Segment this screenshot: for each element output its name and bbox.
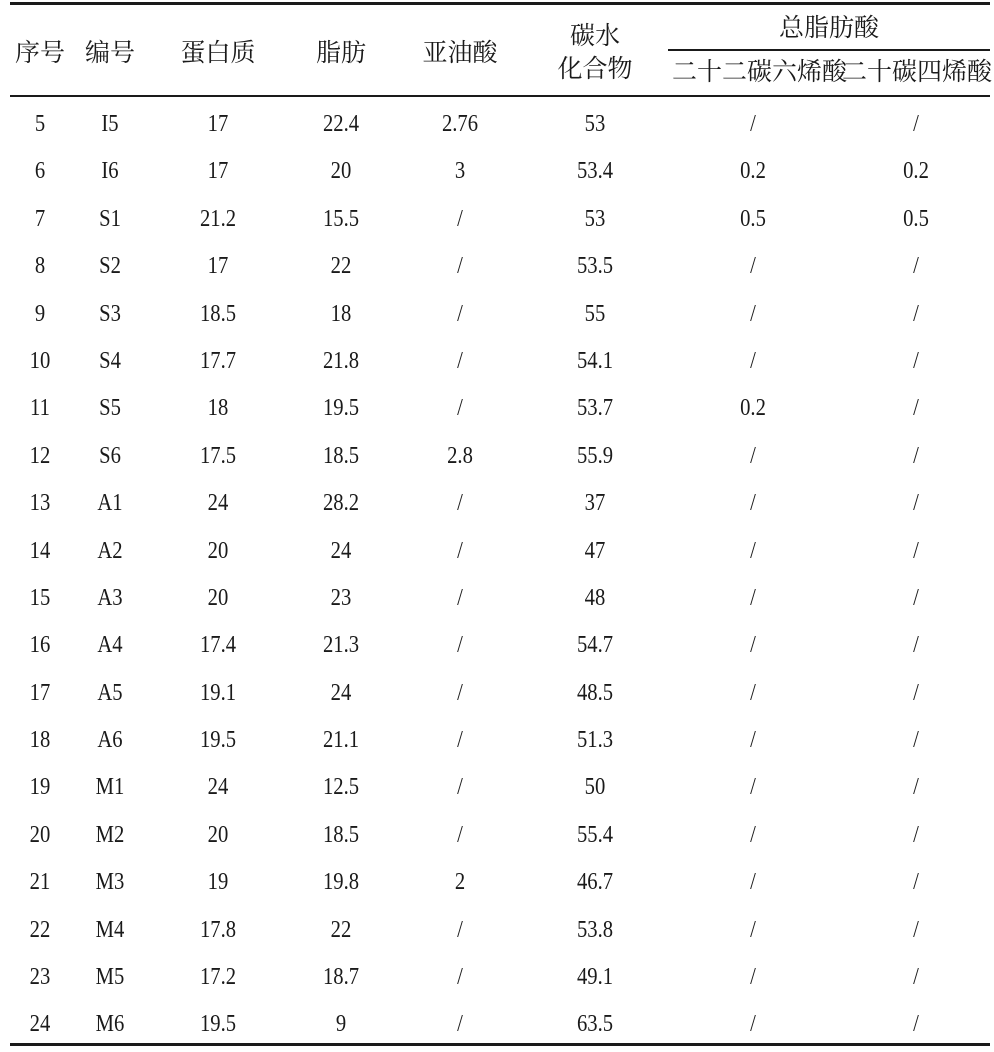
protein-cell: 19.5 <box>199 727 237 754</box>
table-row <box>0 954 994 1001</box>
header-dha: 二十二碳六烯酸 <box>672 59 848 86</box>
linoleic-cell: / <box>457 490 463 517</box>
carb-cell: 48 <box>584 584 606 611</box>
code-cell: A3 <box>97 584 123 611</box>
fat-cell: 18.5 <box>322 821 360 848</box>
code-cell: S2 <box>99 253 121 280</box>
ara-cell: / <box>913 1011 919 1038</box>
seq-cell: 7 <box>34 205 46 232</box>
table-row <box>0 291 994 338</box>
protein-cell: 17.8 <box>199 916 237 943</box>
ara-cell: 0.2 <box>903 158 929 185</box>
protein-cell: 17.4 <box>199 632 237 659</box>
protein-cell: 17 <box>207 158 229 185</box>
code-cell: A1 <box>97 490 123 517</box>
seq-cell: 16 <box>29 632 51 659</box>
carb-cell: 55.4 <box>576 821 614 848</box>
carb-cell: 54.7 <box>576 632 614 659</box>
ara-cell: / <box>913 490 919 517</box>
linoleic-cell: / <box>457 964 463 991</box>
protein-cell: 17.5 <box>199 442 237 469</box>
fat-cell: 22.4 <box>322 111 360 137</box>
carb-cell: 50 <box>584 774 606 801</box>
linoleic-cell: / <box>457 727 463 754</box>
table-row <box>0 528 994 575</box>
table-row <box>0 148 994 195</box>
dha-cell: / <box>750 727 756 754</box>
fat-cell: 12.5 <box>322 774 360 801</box>
header-linoleic: 亚油酸 <box>422 40 498 67</box>
dha-cell: / <box>750 679 756 706</box>
code-cell: S4 <box>99 347 121 374</box>
code-cell: M6 <box>95 1011 125 1038</box>
dha-cell: / <box>750 821 756 848</box>
carb-cell: 53.4 <box>576 158 614 185</box>
dha-cell: / <box>750 869 756 896</box>
code-cell: S3 <box>99 300 121 327</box>
table-top-rule <box>10 2 990 5</box>
dha-cell: / <box>750 916 756 943</box>
seq-cell: 23 <box>29 964 51 991</box>
header-group-rule <box>668 49 990 51</box>
protein-cell: 18.5 <box>199 300 237 327</box>
dha-cell: / <box>750 964 756 991</box>
dha-cell: / <box>750 111 756 137</box>
seq-cell: 10 <box>29 347 51 374</box>
fat-cell: 19.5 <box>322 395 360 422</box>
dha-cell: / <box>750 253 756 280</box>
ara-cell: / <box>913 679 919 706</box>
seq-cell: 9 <box>34 300 46 327</box>
fat-cell: 21.3 <box>322 632 360 659</box>
fat-cell: 22 <box>330 253 352 280</box>
dha-cell: / <box>750 300 756 327</box>
table-row <box>0 575 994 622</box>
carb-cell: 51.3 <box>576 727 614 754</box>
ara-cell: / <box>913 584 919 611</box>
table-row <box>0 764 994 811</box>
table-bottom-rule <box>10 1043 990 1046</box>
code-cell: A6 <box>97 727 123 754</box>
linoleic-cell: 2 <box>454 869 466 896</box>
code-cell: I6 <box>101 158 119 185</box>
fat-cell: 28.2 <box>322 490 360 517</box>
table-row <box>0 480 994 527</box>
code-cell: M1 <box>95 774 125 801</box>
code-cell: M4 <box>95 916 125 943</box>
fat-cell: 23 <box>330 584 352 611</box>
carb-cell: 37 <box>584 490 606 517</box>
carb-cell: 48.5 <box>576 679 614 706</box>
table-row <box>0 243 994 290</box>
dha-cell: / <box>750 347 756 374</box>
fat-cell: 15.5 <box>322 205 360 232</box>
linoleic-cell: / <box>457 632 463 659</box>
header-fat: 脂肪 <box>315 40 366 67</box>
fat-cell: 18.5 <box>322 442 360 469</box>
dha-cell: 0.2 <box>740 395 766 422</box>
seq-cell: 20 <box>29 821 51 848</box>
protein-cell: 17 <box>207 253 229 280</box>
ara-cell: / <box>913 964 919 991</box>
ara-cell: / <box>913 537 919 564</box>
seq-cell: 13 <box>29 490 51 517</box>
code-cell: S6 <box>99 442 121 469</box>
seq-cell: 22 <box>29 916 51 943</box>
seq-cell: 14 <box>29 537 51 564</box>
ara-cell: / <box>913 869 919 896</box>
protein-cell: 20 <box>207 584 229 611</box>
protein-cell: 19 <box>207 869 229 896</box>
header-total-fatty-acids: 总脂肪酸 <box>778 15 879 42</box>
table-row <box>0 622 994 669</box>
carb-cell: 55 <box>584 300 606 327</box>
linoleic-cell: / <box>457 774 463 801</box>
seq-cell: 15 <box>29 584 51 611</box>
dha-cell: / <box>750 584 756 611</box>
protein-cell: 18 <box>207 395 229 422</box>
seq-cell: 17 <box>29 679 51 706</box>
dha-cell: / <box>750 774 756 801</box>
linoleic-cell: / <box>457 347 463 374</box>
table-row <box>0 717 994 764</box>
dha-cell: / <box>750 632 756 659</box>
ara-cell: / <box>913 347 919 374</box>
linoleic-cell: 2.8 <box>447 442 473 469</box>
header-bottom-rule <box>10 95 990 97</box>
header-protein: 蛋白质 <box>180 40 256 67</box>
protein-cell: 19.5 <box>199 1011 237 1038</box>
fat-cell: 24 <box>330 537 352 564</box>
header-carb-line1: 碳水 <box>569 23 620 50</box>
ara-cell: / <box>913 727 919 754</box>
carb-cell: 47 <box>584 537 606 564</box>
fat-cell: 18.7 <box>322 964 360 991</box>
seq-cell: 5 <box>34 111 46 137</box>
carb-cell: 63.5 <box>576 1011 614 1038</box>
linoleic-cell: / <box>457 1011 463 1038</box>
table-body <box>0 101 994 1049</box>
fat-cell: 24 <box>330 679 352 706</box>
code-cell: M5 <box>95 964 125 991</box>
linoleic-cell: / <box>457 205 463 232</box>
dha-cell: / <box>750 537 756 564</box>
carb-cell: 49.1 <box>576 964 614 991</box>
seq-cell: 6 <box>34 158 46 185</box>
carb-cell: 46.7 <box>576 869 614 896</box>
table-row <box>0 433 994 480</box>
protein-cell: 19.1 <box>199 679 237 706</box>
table-row <box>0 338 994 385</box>
seq-cell: 18 <box>29 727 51 754</box>
protein-cell: 20 <box>207 537 229 564</box>
protein-cell: 21.2 <box>199 205 237 232</box>
linoleic-cell: / <box>457 300 463 327</box>
header-seq: 序号 <box>14 40 65 67</box>
table-row <box>0 385 994 432</box>
fat-cell: 21.8 <box>322 347 360 374</box>
protein-cell: 17.2 <box>199 964 237 991</box>
ara-cell: 0.5 <box>903 205 929 232</box>
fat-cell: 21.1 <box>322 727 360 754</box>
code-cell: I5 <box>101 111 119 137</box>
ara-cell: / <box>913 111 919 137</box>
table-row <box>0 1001 994 1048</box>
code-cell: M2 <box>95 821 125 848</box>
fat-cell: 20 <box>330 158 352 185</box>
seq-cell: 21 <box>29 869 51 896</box>
code-cell: A2 <box>97 537 123 564</box>
table-row <box>0 812 994 859</box>
seq-cell: 24 <box>29 1011 51 1038</box>
dha-cell: 0.2 <box>740 158 766 185</box>
linoleic-cell: / <box>457 537 463 564</box>
dha-cell: 0.5 <box>740 205 766 232</box>
ara-cell: / <box>913 632 919 659</box>
table-row <box>0 101 994 148</box>
code-cell: A5 <box>97 679 123 706</box>
ara-cell: / <box>913 774 919 801</box>
ara-cell: / <box>913 821 919 848</box>
ara-cell: / <box>913 442 919 469</box>
dha-cell: / <box>750 442 756 469</box>
fat-cell: 19.8 <box>322 869 360 896</box>
header-carb-line2: 化合物 <box>557 56 633 83</box>
carb-cell: 53.8 <box>576 916 614 943</box>
linoleic-cell: / <box>457 253 463 280</box>
protein-cell: 20 <box>207 821 229 848</box>
dha-cell: / <box>750 1011 756 1038</box>
linoleic-cell: / <box>457 395 463 422</box>
protein-cell: 24 <box>207 490 229 517</box>
carb-cell: 53 <box>584 205 606 232</box>
protein-cell: 17.7 <box>199 347 237 374</box>
protein-cell: 17 <box>207 111 229 137</box>
fat-cell: 18 <box>330 300 352 327</box>
carb-cell: 55.9 <box>576 442 614 469</box>
table-row <box>0 859 994 906</box>
table-row <box>0 196 994 243</box>
table-row <box>0 670 994 717</box>
carb-cell: 54.1 <box>576 347 614 374</box>
ara-cell: / <box>913 253 919 280</box>
header-code: 编号 <box>84 40 135 67</box>
fat-cell: 22 <box>330 916 352 943</box>
fat-cell: 9 <box>335 1011 347 1038</box>
linoleic-cell: / <box>457 584 463 611</box>
carb-cell: 53.5 <box>576 253 614 280</box>
linoleic-cell: / <box>457 679 463 706</box>
seq-cell: 11 <box>30 395 50 422</box>
seq-cell: 19 <box>29 774 51 801</box>
carb-cell: 53.7 <box>576 395 614 422</box>
linoleic-cell: / <box>457 916 463 943</box>
code-cell: S1 <box>99 205 121 232</box>
linoleic-cell: 3 <box>454 158 466 185</box>
code-cell: M3 <box>95 869 125 896</box>
ara-cell: / <box>913 395 919 422</box>
dha-cell: / <box>750 490 756 517</box>
protein-cell: 24 <box>207 774 229 801</box>
linoleic-cell: / <box>457 821 463 848</box>
linoleic-cell: 2.76 <box>441 111 479 137</box>
seq-cell: 12 <box>29 442 51 469</box>
seq-cell: 8 <box>34 253 46 280</box>
table-row <box>0 907 994 954</box>
code-cell: S5 <box>99 395 121 422</box>
header-ara: 二十碳四烯酸 <box>842 59 993 86</box>
code-cell: A4 <box>97 632 123 659</box>
ara-cell: / <box>913 916 919 943</box>
carb-cell: 53 <box>584 111 606 137</box>
ara-cell: / <box>913 300 919 327</box>
